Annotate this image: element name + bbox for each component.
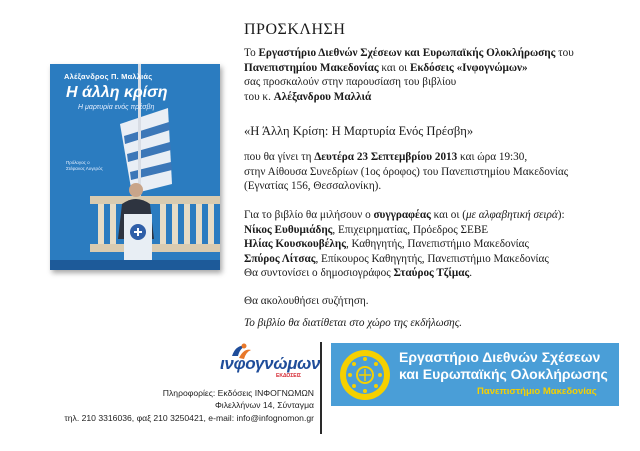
cover-author: Αλέξανδρος Π. Μαλλιάς: [64, 72, 153, 81]
speaker-name: Νίκος Ευθυμιάδης: [244, 223, 333, 236]
speaker-name: Ηλίας Κουσκουβέλης: [244, 238, 346, 251]
org-line-4-pre: του κ.: [244, 90, 274, 103]
event-details: [244, 150, 624, 194]
cover-title: Η άλλη κρίση: [66, 84, 168, 101]
lab-logo-line-2: και Ευρωπαϊκής Ολοκλήρωσης: [399, 366, 608, 382]
university-name: Πανεπιστημίου Μακεδονίας: [244, 61, 379, 74]
org-line-2: [244, 61, 624, 76]
vertical-divider: [320, 342, 322, 434]
contact-line-1: Πληροφορίες: Εκδόσεις ΙΝΦΟΓΝΩΜΩΝ: [162, 388, 314, 398]
event-line-1-pre: που θα γίνει τη: [244, 151, 315, 163]
org-line-1-pre: Το: [244, 47, 259, 59]
org-line-4: [244, 90, 624, 105]
org-line-1: [244, 46, 624, 61]
organisers-paragraph: [244, 46, 624, 104]
speakers-intro: [244, 208, 634, 223]
invitation-title: ΠΡΟΣΚΛΗΣΗ: [244, 21, 346, 38]
lab-logo: [331, 343, 619, 406]
book-title: «Η Άλλη Κρίση: Η Μαρτυρία Ενός Πρέσβη»: [244, 124, 474, 138]
book-cover-image: [50, 64, 220, 270]
speaker-item: [244, 252, 634, 267]
speaker-item: [244, 237, 634, 252]
speakers-intro-post: ):: [557, 209, 565, 221]
event-date: Δευτέρα 23 Σεπτεμβρίου 2013: [314, 151, 458, 163]
speaker-name: Σπύρος Λίτσας: [244, 252, 316, 265]
speaker-role: , Επιχειρηματίας, Πρόεδρος ΣΕΒΕ: [332, 223, 489, 236]
event-time: και ώρα 19:30,: [457, 151, 528, 163]
event-line-1: [244, 150, 624, 165]
event-line-2: στην Αίθουσα Συνεδρίων (1ος όροφος) του Πανεπιστημίου Μακεδονίας: [244, 165, 569, 178]
contact-line-3: τηλ. 210 3316036, φαξ 210 3250421, e-mail: info@infognomon.gr: [64, 413, 314, 423]
speaker-role: , Καθηγητής, Πανεπιστήμιο Μακεδονίας: [345, 238, 529, 251]
flag-shape: [120, 108, 172, 194]
moderator-name: Σταύρος Τζίμας: [393, 267, 470, 280]
publisher-wordmark-sub: ΕΚΔΟΣΕΙΣ: [276, 373, 302, 379]
moderator-post: .: [469, 267, 473, 280]
speaker-role: , Επίκουρος Καθηγητής, Πανεπιστήμιο Μακεδονίας: [315, 252, 549, 265]
lab-emblem-icon: [337, 347, 393, 403]
moderator-line: [244, 266, 634, 281]
podium-shape: [124, 214, 152, 264]
balustrade-shape: [90, 196, 220, 252]
cover-note: Πρόλογος ο Στέφανος Λυγερός: [66, 160, 103, 171]
speakers-paragraph: [244, 208, 634, 281]
lab-name: Εργαστήριο Διεθνών Σχέσεων και Ευρωπαϊκής Ολοκλήρωσης: [258, 47, 556, 59]
org-line-3: σας προσκαλούν στην παρουσίαση του βιβλίου: [244, 76, 457, 89]
publisher-wordmark: ινφογνώμων: [220, 354, 321, 373]
speakers-intro-italic: με αλφαβητική σειρά: [465, 209, 558, 221]
discussion-note: Θα ακολουθήσει συζήτηση.: [244, 295, 369, 307]
speakers-intro-bold: συγγραφέας: [373, 209, 431, 221]
moderator-pre: Θα συντονίσει ο δημοσιογράφος: [244, 267, 394, 280]
cover-subtitle: Η μαρτυρία ενός πρέσβη: [78, 104, 155, 111]
speakers-intro-mid: και οι (: [430, 209, 466, 221]
contact-line-2: Φιλελλήνων 14, Σύνταγμα: [214, 400, 314, 410]
lab-logo-line-1: Εργαστήριο Διεθνών Σχέσεων: [399, 349, 601, 365]
publisher-logo: [200, 342, 321, 382]
author-name: Αλέξανδρου Μαλλιά: [273, 90, 372, 103]
event-line-3: (Εγνατίας 156, Θεσσαλονίκη).: [244, 180, 382, 193]
publisher-name: Εκδόσεις «Ινφογνώμων»: [409, 61, 528, 74]
lab-logo-line-3: Πανεπιστήμιο Μακεδονίας: [477, 386, 597, 397]
org-line-2-mid: και οι: [378, 61, 410, 74]
speakers-intro-pre: Για το βιβλίο θα μιλήσουν ο: [244, 209, 374, 221]
speaker-item: [244, 223, 634, 238]
org-line-1-post: του: [555, 47, 574, 59]
availability-note: Το βιβλίο θα διατίθεται στο χώρο της εκδήλωσης.: [244, 317, 463, 329]
